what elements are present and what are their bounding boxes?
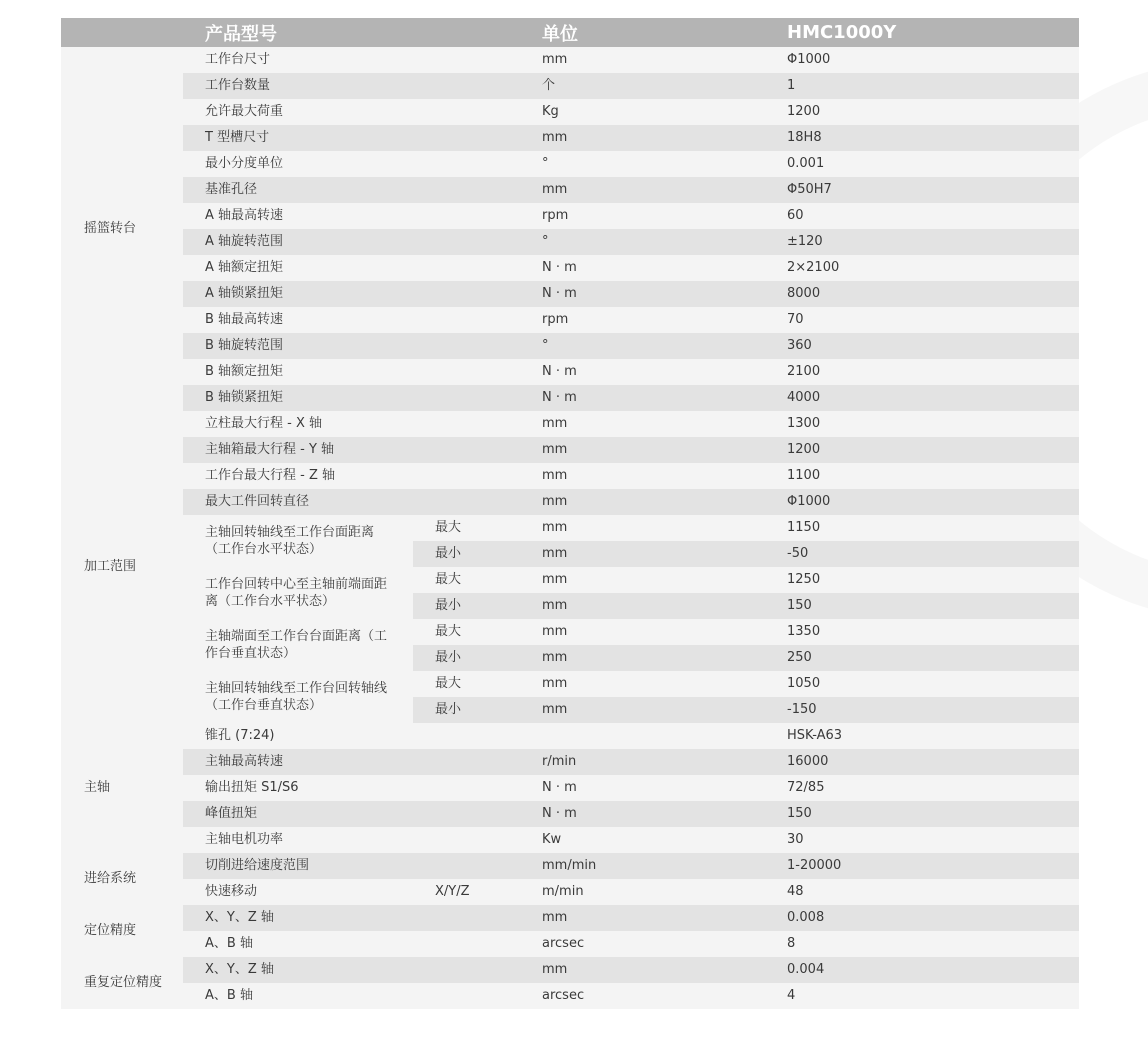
spec-unit: mm [539, 515, 782, 541]
spec-unit: ° [539, 229, 782, 255]
spec-value: 48 [782, 879, 1079, 905]
spec-name: 最小分度单位 [183, 151, 413, 177]
spec-name: B 轴额定扭矩 [183, 359, 413, 385]
spec-unit: Kg [539, 99, 782, 125]
spec-unit: arcsec [539, 983, 782, 1009]
spec-value: 2×2100 [782, 255, 1079, 281]
header-model-number: HMC1000Y [782, 18, 1079, 47]
spec-value: 8 [782, 931, 1079, 957]
table-row [61, 489, 1079, 515]
table-row [61, 47, 1079, 73]
spec-value: 1100 [782, 463, 1079, 489]
spec-name [183, 567, 413, 619]
spec-value: 360 [782, 333, 1079, 359]
table-row [61, 567, 1079, 593]
spec-unit: mm [539, 541, 782, 567]
spec-value: Φ50H7 [782, 177, 1079, 203]
spec-name: B 轴旋转范围 [183, 333, 413, 359]
spec-value: 0.004 [782, 957, 1079, 983]
header-blank-cell [61, 18, 183, 47]
spec-unit: N · m [539, 281, 782, 307]
spec-sub-label [413, 957, 539, 983]
spec-value: 0.008 [782, 905, 1079, 931]
table-row [61, 905, 1079, 931]
spec-sub-label [413, 463, 539, 489]
spec-unit: 个 [539, 73, 782, 99]
spec-sub-label [413, 73, 539, 99]
spec-table [61, 18, 1079, 1009]
table-row [61, 957, 1079, 983]
spec-value: 2100 [782, 359, 1079, 385]
spec-value: 30 [782, 827, 1079, 853]
table-row [61, 879, 1079, 905]
spec-value: 1300 [782, 411, 1079, 437]
spec-name: 允许最大荷重 [183, 99, 413, 125]
table-row [61, 775, 1079, 801]
spec-value: 1-20000 [782, 853, 1079, 879]
spec-name: A、B 轴 [183, 983, 413, 1009]
table-row [61, 73, 1079, 99]
table-row [61, 749, 1079, 775]
spec-sub-label: 最小 [413, 541, 539, 567]
spec-unit: ° [539, 333, 782, 359]
spec-name: 工作台尺寸 [183, 47, 413, 73]
spec-unit: mm [539, 177, 782, 203]
spec-sub-label [413, 99, 539, 125]
spec-name [183, 515, 413, 567]
spec-name: B 轴锁紧扭矩 [183, 385, 413, 411]
spec-sub-label [413, 281, 539, 307]
spec-value: 18H8 [782, 125, 1079, 151]
spec-sub-label: 最大 [413, 567, 539, 593]
spec-unit: mm [539, 489, 782, 515]
spec-sub-label [413, 125, 539, 151]
spec-name: 主轴最高转速 [183, 749, 413, 775]
spec-name: A 轴额定扭矩 [183, 255, 413, 281]
spec-name-text: 工作台回转中心至主轴前端面距离（工作台水平状态） [205, 577, 388, 609]
table-row [61, 411, 1079, 437]
spec-sub-label: 最小 [413, 697, 539, 723]
table-row [61, 255, 1079, 281]
table-row [61, 983, 1079, 1009]
spec-sub-label [413, 853, 539, 879]
spec-sub-label [413, 801, 539, 827]
spec-name-text: 主轴回转轴线至工作台回转轴线（工作台垂直状态） [205, 681, 388, 713]
table-row [61, 619, 1079, 645]
table-row [61, 151, 1079, 177]
spec-name-text: 主轴端面至工作台台面距离（工作台垂直状态） [205, 629, 388, 661]
table-header-row [61, 18, 1079, 47]
table-row [61, 125, 1079, 151]
spec-value: 1250 [782, 567, 1079, 593]
table-row [61, 723, 1079, 749]
spec-unit: arcsec [539, 931, 782, 957]
spec-sub-label: 最大 [413, 515, 539, 541]
spec-value: 72/85 [782, 775, 1079, 801]
header-product-model: 产品型号 [183, 18, 539, 47]
spec-unit: mm [539, 463, 782, 489]
spec-sub-label [413, 905, 539, 931]
spec-value: Φ1000 [782, 489, 1079, 515]
spec-value: ±120 [782, 229, 1079, 255]
spec-value: 1150 [782, 515, 1079, 541]
table-row [61, 515, 1079, 541]
spec-name: X、Y、Z 轴 [183, 957, 413, 983]
spec-value: 1050 [782, 671, 1079, 697]
spec-value: -50 [782, 541, 1079, 567]
spec-value: 1200 [782, 99, 1079, 125]
group-label: 进给系统 [61, 853, 183, 905]
spec-value: 60 [782, 203, 1079, 229]
table-row [61, 437, 1079, 463]
spec-value: Φ1000 [782, 47, 1079, 73]
spec-name: 切削进给速度范围 [183, 853, 413, 879]
table-row [61, 333, 1079, 359]
spec-unit: mm [539, 125, 782, 151]
spec-value: 1 [782, 73, 1079, 99]
group-label: 摇篮转台 [61, 47, 183, 411]
spec-name: A 轴锁紧扭矩 [183, 281, 413, 307]
spec-name: 工作台最大行程 - Z 轴 [183, 463, 413, 489]
spec-sub-label [413, 203, 539, 229]
spec-sub-label [413, 255, 539, 281]
spec-name: 峰值扭矩 [183, 801, 413, 827]
spec-value: HSK-A63 [782, 723, 1079, 749]
spec-unit: N · m [539, 801, 782, 827]
spec-unit: r/min [539, 749, 782, 775]
table-row [61, 359, 1079, 385]
spec-value: 16000 [782, 749, 1079, 775]
spec-unit: mm/min [539, 853, 782, 879]
spec-name: 最大工件回转直径 [183, 489, 413, 515]
spec-name: 锥孔 (7:24) [183, 723, 413, 749]
spec-name: A 轴旋转范围 [183, 229, 413, 255]
group-label: 加工范围 [61, 411, 183, 723]
spec-unit: mm [539, 593, 782, 619]
spec-name: 主轴电机功率 [183, 827, 413, 853]
spec-sub-label [413, 151, 539, 177]
spec-sub-label [413, 775, 539, 801]
spec-name: 快速移动 [183, 879, 413, 905]
table-row [61, 229, 1079, 255]
spec-sub-label: 最大 [413, 619, 539, 645]
table-row [61, 307, 1079, 333]
group-label: 定位精度 [61, 905, 183, 957]
spec-value: 8000 [782, 281, 1079, 307]
spec-unit: mm [539, 567, 782, 593]
spec-unit: N · m [539, 775, 782, 801]
spec-value: 70 [782, 307, 1079, 333]
table-row [61, 671, 1079, 697]
table-row [61, 853, 1079, 879]
spec-value: 1350 [782, 619, 1079, 645]
spec-name: 输出扭矩 S1/S6 [183, 775, 413, 801]
spec-unit: N · m [539, 359, 782, 385]
spec-value: 250 [782, 645, 1079, 671]
header-unit: 单位 [539, 18, 782, 47]
spec-sub-label [413, 437, 539, 463]
table-row [61, 827, 1079, 853]
spec-sub-label [413, 359, 539, 385]
spec-unit: mm [539, 411, 782, 437]
spec-sub-label [413, 47, 539, 73]
group-label: 重复定位精度 [61, 957, 183, 1009]
spec-unit: mm [539, 619, 782, 645]
spec-sub-label [413, 229, 539, 255]
spec-name: A、B 轴 [183, 931, 413, 957]
spec-unit: mm [539, 957, 782, 983]
spec-unit [539, 723, 782, 749]
group-label: 主轴 [61, 723, 183, 853]
spec-unit: m/min [539, 879, 782, 905]
table-row [61, 177, 1079, 203]
spec-value: 0.001 [782, 151, 1079, 177]
spec-name: A 轴最高转速 [183, 203, 413, 229]
spec-sub-label [413, 827, 539, 853]
table-row [61, 463, 1079, 489]
spec-unit: mm [539, 671, 782, 697]
spec-sub-label [413, 489, 539, 515]
spec-unit: rpm [539, 307, 782, 333]
spec-sub-label: X/Y/Z [413, 879, 539, 905]
spec-value: 150 [782, 801, 1079, 827]
spec-value: 1200 [782, 437, 1079, 463]
spec-unit: mm [539, 437, 782, 463]
spec-name: 立柱最大行程 - X 轴 [183, 411, 413, 437]
spec-table-body [61, 47, 1079, 1009]
spec-sub-label: 最小 [413, 645, 539, 671]
spec-sub-label [413, 411, 539, 437]
spec-name: 基准孔径 [183, 177, 413, 203]
table-row [61, 99, 1079, 125]
spec-sub-label [413, 333, 539, 359]
spec-sub-label [413, 177, 539, 203]
spec-value: -150 [782, 697, 1079, 723]
spec-unit: N · m [539, 385, 782, 411]
spec-value: 150 [782, 593, 1079, 619]
table-row [61, 203, 1079, 229]
spec-sub-label [413, 749, 539, 775]
table-row [61, 281, 1079, 307]
spec-value: 4000 [782, 385, 1079, 411]
spec-unit: rpm [539, 203, 782, 229]
spec-unit: Kw [539, 827, 782, 853]
spec-sub-label [413, 983, 539, 1009]
spec-name [183, 619, 413, 671]
spec-unit: mm [539, 697, 782, 723]
spec-unit: N · m [539, 255, 782, 281]
spec-name: 工作台数量 [183, 73, 413, 99]
spec-name-text: 主轴回转轴线至工作台面距离（工作台水平状态） [205, 525, 375, 557]
spec-name: B 轴最高转速 [183, 307, 413, 333]
spec-name: 主轴箱最大行程 - Y 轴 [183, 437, 413, 463]
spec-sub-label: 最小 [413, 593, 539, 619]
spec-unit: mm [539, 905, 782, 931]
spec-sub-label [413, 723, 539, 749]
spec-sub-label [413, 931, 539, 957]
spec-name: X、Y、Z 轴 [183, 905, 413, 931]
spec-unit: ° [539, 151, 782, 177]
spec-sub-label: 最大 [413, 671, 539, 697]
spec-sub-label [413, 307, 539, 333]
spec-unit: mm [539, 645, 782, 671]
table-row [61, 931, 1079, 957]
table-row [61, 385, 1079, 411]
table-row [61, 801, 1079, 827]
spec-name: T 型槽尺寸 [183, 125, 413, 151]
spec-value: 4 [782, 983, 1079, 1009]
spec-name [183, 671, 413, 723]
spec-sub-label [413, 385, 539, 411]
spec-unit: mm [539, 47, 782, 73]
